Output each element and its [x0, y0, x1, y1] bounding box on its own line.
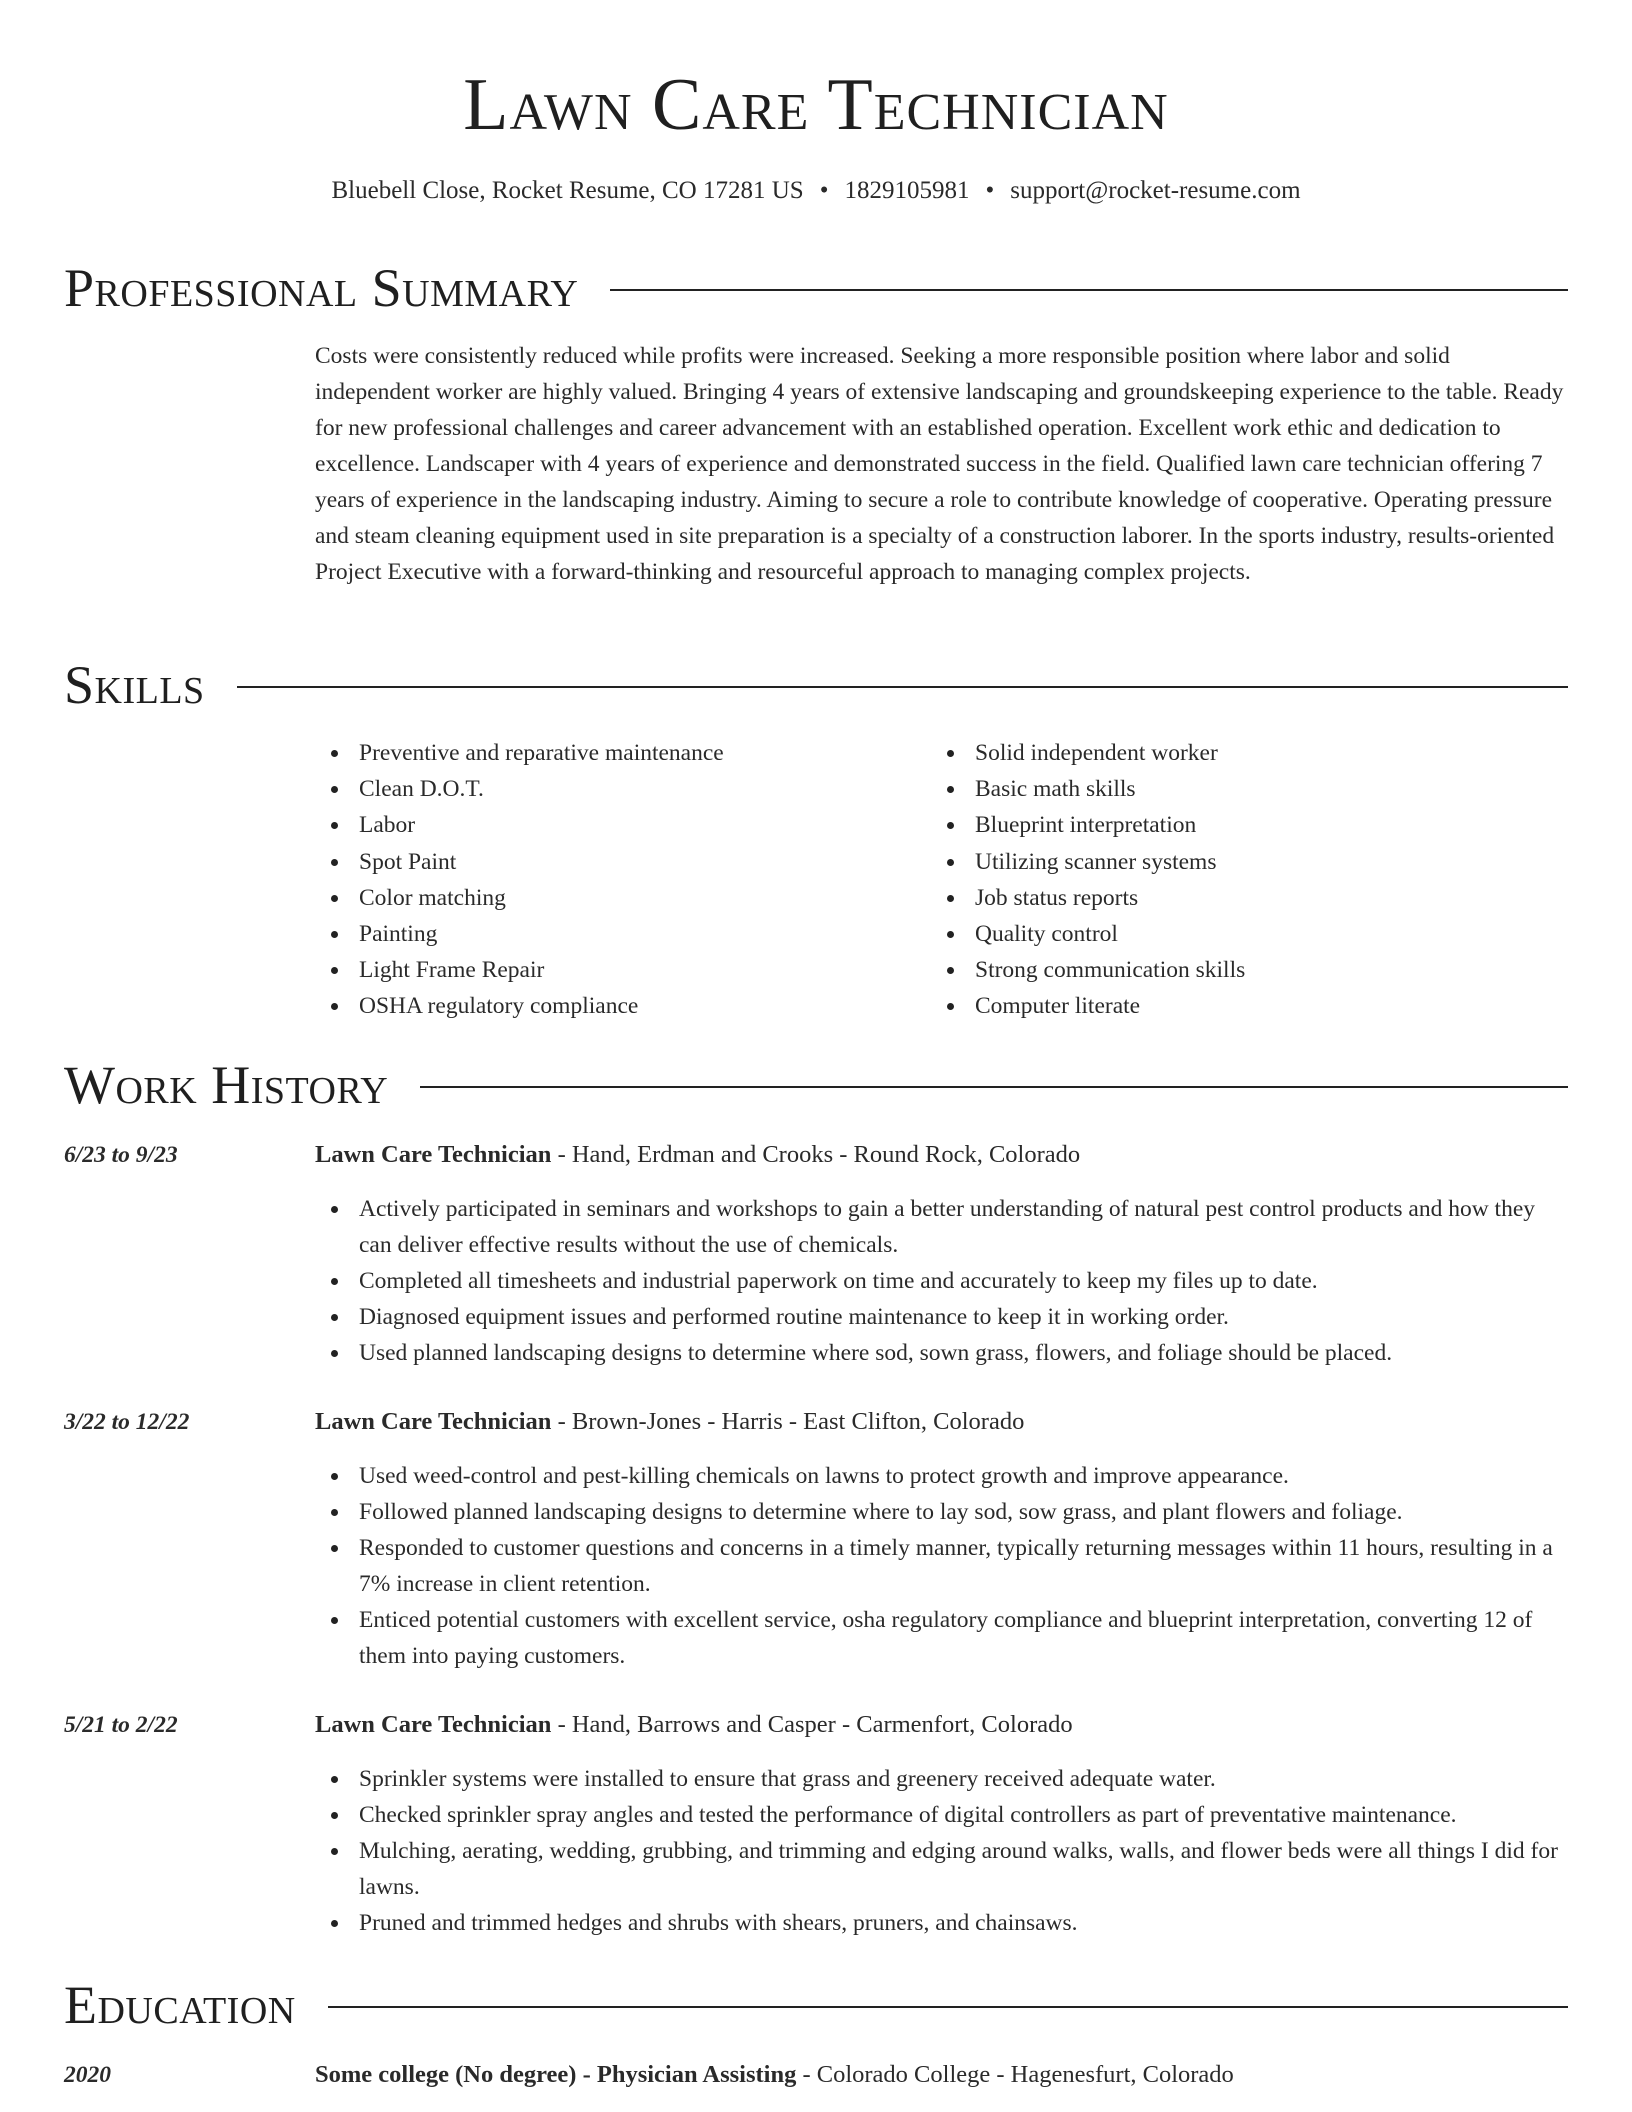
skill-item: Computer literate: [931, 988, 1531, 1024]
section-rule: [420, 1086, 1568, 1088]
education-title-line: [315, 2057, 1234, 2093]
section-rule: [237, 686, 1568, 688]
skill-item: Labor: [315, 807, 915, 843]
skills-section-header: [64, 655, 1568, 715]
job-date: 3/22 to 12/22: [64, 1409, 190, 1435]
job-bullet: Sprinkler systems were installed to ensure that grass and greenery received adequate water.: [315, 1761, 1568, 1797]
skill-item: Color matching: [315, 880, 915, 916]
job-title: Lawn Care Technician: [315, 1711, 552, 1738]
job-bullets: [315, 1191, 1568, 1371]
job-bullet: Pruned and trimmed hedges and shrubs with shears, pruners, and chainsaws.: [315, 1905, 1568, 1941]
job-title-line: [315, 1707, 1073, 1743]
job-title-line: [315, 1137, 1080, 1173]
skills-list-left: [315, 735, 915, 1025]
separator-dot: •: [819, 177, 829, 204]
skill-item: Basic math skills: [931, 771, 1531, 807]
education-school: - Colorado College - Hagenesfurt, Colorado: [796, 2061, 1234, 2088]
section-rule: [328, 2006, 1568, 2008]
skill-item: Solid independent worker: [931, 735, 1531, 771]
job-bullet: Actively participated in seminars and workshops to gain a better understanding of natural pest control products and how they can deliver effective results without the use of chemicals.: [315, 1191, 1568, 1263]
education-date: 2020: [64, 2062, 111, 2088]
job-bullet: Used weed-control and pest-killing chemicals on lawns to protect growth and improve appearance.: [315, 1458, 1568, 1494]
skill-item: Quality control: [931, 916, 1531, 952]
section-rule: [610, 289, 1568, 291]
skill-item: Clean D.O.T.: [315, 771, 915, 807]
skill-item: Utilizing scanner systems: [931, 844, 1531, 880]
address: Bluebell Close, Rocket Resume, CO 17281 US: [331, 177, 804, 204]
job-date: 6/23 to 9/23: [64, 1142, 178, 1168]
summary-section-header: [64, 258, 1568, 318]
section-title: Work History: [64, 1055, 389, 1115]
contact-line: [0, 174, 1632, 208]
skill-item: Strong communication skills: [931, 952, 1531, 988]
skill-item: Job status reports: [931, 880, 1531, 916]
skill-item: OSHA regulatory compliance: [315, 988, 915, 1024]
job-employer: - Brown-Jones - Harris - East Clifton, Colorado: [551, 1408, 1025, 1435]
candidate-name: Lawn Care Technician: [463, 64, 1169, 146]
job-bullet: Enticed potential customers with excellent service, osha regulatory compliance and blueprint interpretation, converting 12 of them into paying customers.: [315, 1602, 1568, 1674]
job-bullets: [315, 1458, 1568, 1674]
section-title: Skills: [64, 655, 205, 715]
job-bullet: Diagnosed equipment issues and performed routine maintenance to keep it in working order.: [315, 1299, 1568, 1335]
job-title: Lawn Care Technician: [315, 1408, 552, 1435]
skill-item: Painting: [315, 916, 915, 952]
job-employer: - Hand, Barrows and Casper - Carmenfort, Colorado: [551, 1711, 1073, 1738]
skill-item: Spot Paint: [315, 844, 915, 880]
job-bullet: Checked sprinkler spray angles and tested the performance of digital controllers as part of preventative maintenance.: [315, 1797, 1568, 1833]
job-title-line: [315, 1404, 1024, 1440]
skill-item: Blueprint interpretation: [931, 807, 1531, 843]
job-bullet: Used planned landscaping designs to determine where sod, sown grass, flowers, and foliage should be placed.: [315, 1335, 1568, 1371]
summary-text: Costs were consistently reduced while profits were increased. Seeking a more responsible position where labor and solid independent worker are highly valued. Bringing 4 years of extensive landscaping and groundskeeping experience to the table. Ready for new professional challenges and career advancement with an established operation. Excellent work ethic and dedication to excellence. Landscaper with 4 years of experience and demonstrated success in the field. Qualified lawn care technician offering 7 years of experience in the landscaping industry. Aiming to secure a role to contribute knowledge of cooperative. Operating pressure and steam cleaning equipment used in site preparation is a specialty of a construction laborer. In the sports industry, results-oriented Project Executive with a forward-thinking and resourceful approach to managing complex projects.: [315, 343, 1564, 585]
education-section-header: [64, 1975, 1568, 2035]
section-title: Education: [64, 1975, 296, 2035]
separator-dot: •: [985, 177, 995, 204]
job-employer: - Hand, Erdman and Crooks - Round Rock, Colorado: [551, 1141, 1081, 1168]
job-bullet: Followed planned landscaping designs to determine where to lay sod, sow grass, and plant flowers and foliage.: [315, 1494, 1568, 1530]
skill-item: Light Frame Repair: [315, 952, 915, 988]
skills-list-right: [931, 735, 1531, 1025]
email: support@rocket-resume.com: [1010, 177, 1301, 204]
job-bullet: Completed all timesheets and industrial paperwork on time and accurately to keep my files up to date.: [315, 1263, 1568, 1299]
job-title: Lawn Care Technician: [315, 1141, 552, 1168]
education-degree: Some college (No degree) - Physician Assisting: [315, 2061, 797, 2088]
skill-item: Preventive and reparative maintenance: [315, 735, 915, 771]
section-title: Professional Summary: [64, 258, 579, 318]
job-bullet: Mulching, aerating, wedding, grubbing, and trimming and edging around walks, walls, and flower beds were all things I did for lawns.: [315, 1833, 1568, 1905]
work-history-section-header: [64, 1055, 1568, 1115]
job-bullets: [315, 1761, 1568, 1941]
job-bullet: Responded to customer questions and concerns in a timely manner, typically returning messages within 11 hours, resulting in a 7% increase in client retention.: [315, 1530, 1568, 1602]
phone: 1829105981: [844, 177, 970, 204]
job-date: 5/21 to 2/22: [64, 1712, 178, 1738]
